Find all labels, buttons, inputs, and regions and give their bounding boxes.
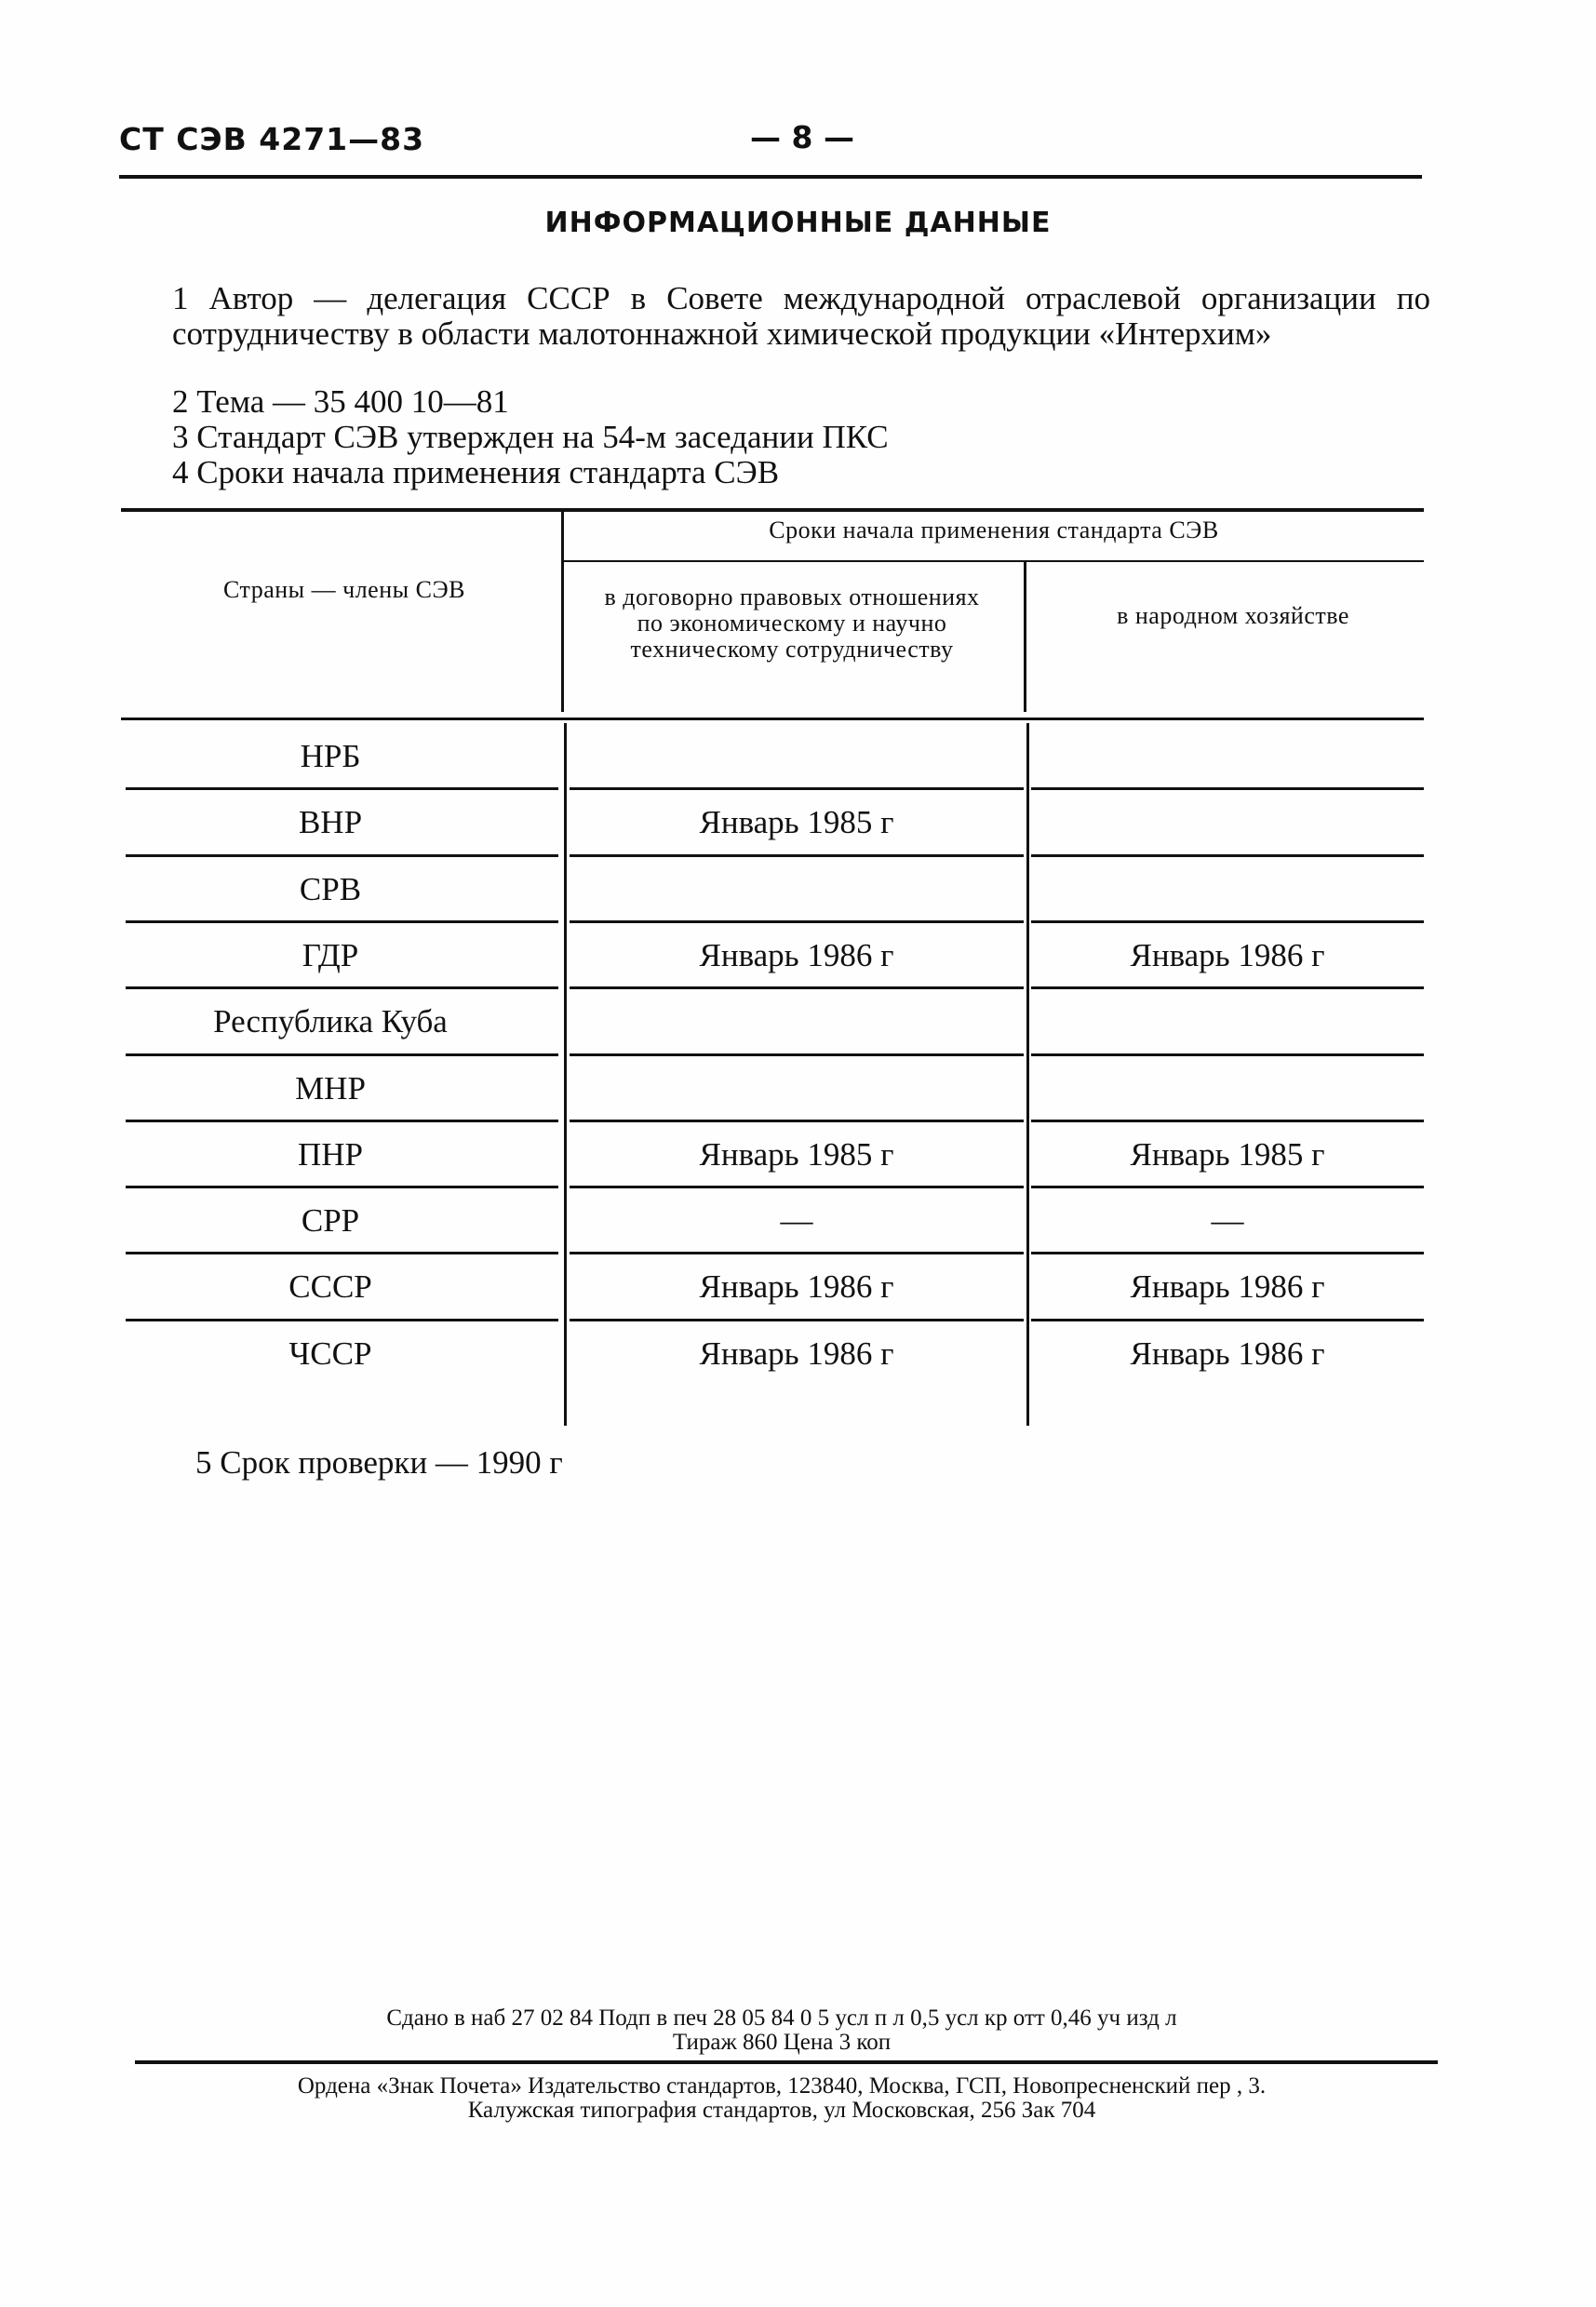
table-top-rule [121, 508, 1424, 512]
country-cell: Республика Куба [213, 1003, 448, 1040]
date-cell-economy: — [1211, 1202, 1244, 1240]
row-separator [1031, 1053, 1424, 1056]
header-rule [119, 175, 1422, 179]
country-cell: ГДР [302, 936, 359, 973]
imprint-line-2: Тираж 860 Цена 3 коп [672, 2030, 892, 2055]
date-cell-agreements: Январь 1985 г [699, 1135, 894, 1173]
row-separator [570, 986, 1024, 989]
body-vline-2 [1026, 723, 1029, 1426]
country-cell: НРБ [300, 738, 361, 774]
row-separator [126, 1053, 558, 1056]
date-cell-agreements: Январь 1986 г [699, 936, 894, 973]
date-cell-agreements: Январь 1985 г [699, 804, 894, 841]
header-countries: Страны — члены СЭВ [223, 576, 465, 603]
header-group-rule [564, 560, 1424, 562]
row-separator [570, 1186, 1024, 1188]
row-separator [126, 787, 558, 790]
country-cell: ЧССР [288, 1335, 372, 1372]
row-separator [126, 854, 558, 857]
row-separator [126, 986, 558, 989]
row-separator [1031, 1252, 1424, 1254]
row-separator [570, 1120, 1024, 1122]
row-separator [126, 1252, 558, 1254]
footer-rule [135, 2060, 1438, 2064]
country-cell: СРР [301, 1202, 360, 1240]
page-number: — 8 — [750, 119, 854, 155]
row-separator [570, 1252, 1024, 1254]
row-separator [570, 1319, 1024, 1321]
item-approval: 3 Стандарт СЭВ утвержден на 54-м заседании ПКС [172, 419, 889, 455]
item-topic: 2 Тема — 35 400 10—81 [172, 383, 509, 420]
date-cell-economy: Январь 1985 г [1130, 1135, 1325, 1173]
row-separator [1031, 920, 1424, 923]
date-cell-economy: Январь 1986 г [1130, 1335, 1325, 1372]
date-cell-economy: Январь 1986 г [1130, 1268, 1325, 1306]
item-review: 5 Срок проверки — 1990 г [195, 1444, 563, 1481]
row-separator [126, 1319, 558, 1321]
row-separator [1031, 854, 1424, 857]
item-author [172, 281, 1430, 352]
row-separator [570, 920, 1024, 923]
row-separator [126, 920, 558, 923]
country-cell: СРВ [299, 870, 362, 907]
header-vline-2 [1024, 562, 1026, 712]
date-cell-agreements: Январь 1986 г [699, 1268, 894, 1306]
row-separator [1031, 1186, 1424, 1188]
country-cell: МНР [295, 1069, 366, 1107]
date-cell-agreements: — [780, 1202, 813, 1240]
row-separator [570, 854, 1024, 857]
header-col1: в договорно правовых отношениях по экономическому и научно техническому сотрудничеству [604, 583, 980, 663]
row-separator [1031, 1120, 1424, 1122]
header-group: Сроки начала применения стандарта СЭВ [769, 516, 1219, 543]
header-col2: в народном хозяйстве [1117, 602, 1349, 629]
item-dates: 4 Сроки начала применения стандарта СЭВ [172, 454, 780, 490]
row-separator [570, 787, 1024, 790]
body-vline-1 [564, 723, 567, 1426]
page-title: ИНФОРМАЦИОННЫЕ ДАННЫЕ [544, 207, 1052, 239]
header-bottom-rule [121, 718, 1424, 720]
row-separator [1031, 1319, 1424, 1321]
date-cell-agreements: Январь 1986 г [699, 1335, 894, 1372]
standard-code: СТ СЭВ 4271—83 [119, 121, 425, 157]
row-separator [126, 1186, 558, 1188]
row-separator [126, 1120, 558, 1122]
row-separator [1031, 986, 1424, 989]
imprint-line-4: Калужская типография стандартов, ул Московская, 256 Зак 704 [467, 2098, 1096, 2123]
row-separator [1031, 787, 1424, 790]
country-cell: ПНР [297, 1135, 364, 1173]
item-author-text: 1 Автор — делегация СССР в Совете международной отраслевой организации по сотрудничеству в области малотоннажной химической продукции «Интерхим» [172, 280, 1430, 352]
date-cell-economy: Январь 1986 г [1130, 936, 1325, 973]
imprint-line-1: Сдано в наб 27 02 84 Подп в печ 28 05 84 0 5 усл п л 0,5 усл кр отт 0,46 уч изд л [386, 2005, 1177, 2031]
country-cell: ВНР [298, 804, 363, 841]
country-cell: СССР [288, 1268, 372, 1306]
row-separator [570, 1053, 1024, 1056]
imprint-line-3: Ордена «Знак Почета» Издательство стандартов, 123840, Москва, ГСП, Новопресненский пер , 3. [297, 2073, 1267, 2099]
